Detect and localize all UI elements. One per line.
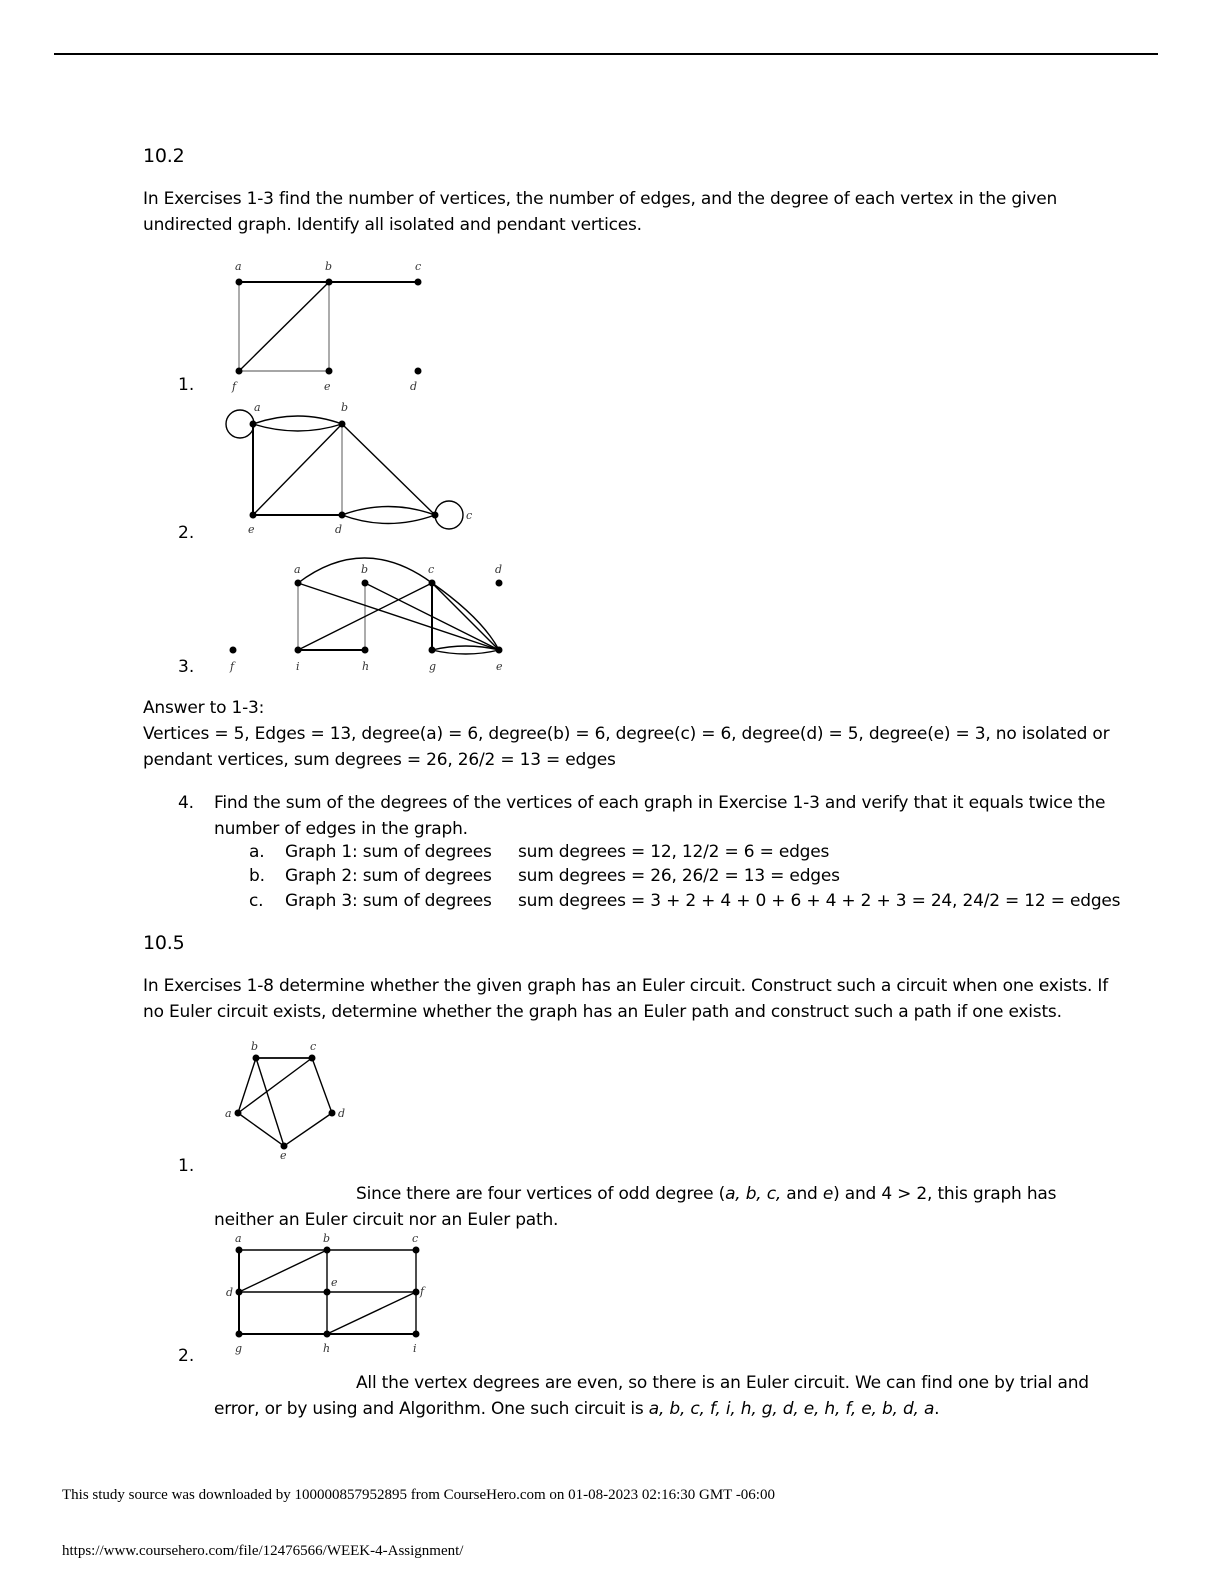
section1-intro-line1: In Exercises 1-3 find the number of vertices, the number of edges, and the degree of each vertex in the given	[143, 189, 1058, 209]
graph-2-figure	[220, 398, 490, 538]
q4b-label: Graph 2: sum of degrees	[285, 866, 492, 886]
euler2-label-b: b	[323, 1232, 331, 1245]
top-rule	[54, 53, 1158, 55]
euler1-label-a: a	[225, 1107, 232, 1120]
graph3-label-g: g	[429, 660, 437, 673]
section2-intro-line1: In Exercises 1-8 determine whether the given graph has an Euler circuit. Construct such a circuit when one exists. If	[143, 976, 1109, 996]
euler2-label-g: g	[235, 1342, 243, 1355]
graph3-label-a: a	[294, 563, 301, 576]
graph3-label-d: d	[495, 563, 503, 576]
answer-line2: pendant vertices, sum degrees = 26, 26/2 = 13 = edges	[143, 750, 616, 770]
graph3-label-e: e	[496, 660, 503, 673]
footer-source-url[interactable]: https://www.coursehero.com/file/12476566/WEEK-4-Assignment/	[62, 1543, 464, 1559]
graph2-label-c: c	[466, 509, 473, 522]
graph2-label-e: e	[248, 523, 255, 536]
euler2-label-c: c	[412, 1232, 419, 1245]
q4a-value: sum degrees = 12, 12/2 = 6 = edges	[518, 842, 830, 862]
q4b-value: sum degrees = 26, 26/2 = 13 = edges	[518, 866, 840, 886]
answer-title: Answer to 1-3:	[143, 698, 265, 718]
euler2-label-e: e	[331, 1276, 338, 1289]
q4c-letter: c.	[249, 891, 264, 911]
graph3-label-h: h	[362, 660, 370, 673]
euler-graph-2-figure	[220, 1230, 440, 1355]
q4c-label: Graph 3: sum of degrees	[285, 891, 492, 911]
graph1-label-a: a	[235, 260, 242, 273]
graph1-label-b: b	[325, 260, 333, 273]
euler1-answer-line2: neither an Euler circuit nor an Euler path.	[214, 1210, 559, 1230]
q4b-letter: b.	[249, 866, 265, 886]
q4-line1: Find the sum of the degrees of the vertices of each graph in Exercise 1-3 and verify that it equals twice the	[214, 793, 1106, 813]
section2-intro-line2: no Euler circuit exists, determine whether the graph has an Euler path and construct such a path if one exists.	[143, 1002, 1062, 1022]
euler2-answer-line2: error, or by using and Algorithm. One such circuit is a, b, c, f, i, h, g, d, e, h, f, e, b, d, a.	[214, 1399, 940, 1419]
graph1-label-f: f	[232, 380, 237, 393]
item-number-2: 2.	[178, 523, 195, 543]
q4c-value: sum degrees = 3 + 2 + 4 + 0 + 6 + 4 + 2 + 3 = 24, 24/2 = 12 = edges	[518, 891, 1121, 911]
euler2-label-a: a	[235, 1232, 242, 1245]
graph3-label-b: b	[361, 563, 369, 576]
euler-item-number-1: 1.	[178, 1156, 195, 1176]
graph3-label-c: c	[428, 563, 435, 576]
euler-graph-1-figure	[218, 1038, 358, 1163]
euler1-label-c: c	[310, 1040, 317, 1053]
euler1-label-b: b	[251, 1040, 259, 1053]
graph1-label-e: e	[324, 380, 331, 393]
item-number-3: 3.	[178, 657, 195, 677]
graph2-label-b: b	[341, 401, 349, 414]
euler2-label-f: f	[420, 1285, 425, 1298]
graph3-label-f: f	[230, 660, 235, 673]
graph2-label-d: d	[335, 523, 343, 536]
graph3-label-i: i	[296, 660, 300, 673]
footer-download-notice: This study source was downloaded by 100000857952895 from CourseHero.com on 01-08-2023 02:16:30 GMT -06:00	[62, 1487, 775, 1503]
euler1-label-d: d	[338, 1107, 346, 1120]
euler1-answer-line1: Since there are four vertices of odd degree (a, b, c, and e) and 4 > 2, this graph has	[356, 1184, 1057, 1204]
item-number-1: 1.	[178, 375, 195, 395]
graph-1-figure	[220, 255, 440, 400]
section-heading-10-2: 10.2	[143, 145, 185, 167]
euler-item-number-2: 2.	[178, 1346, 195, 1366]
graph1-label-d: d	[410, 380, 418, 393]
graph1-label-c: c	[415, 260, 422, 273]
section1-intro-line2: undirected graph. Identify all isolated and pendant vertices.	[143, 215, 642, 235]
graph-3-figure	[220, 548, 520, 678]
answer-line1: Vertices = 5, Edges = 13, degree(a) = 6, degree(b) = 6, degree(c) = 6, degree(d) = 5, degree(e) = 3, no isolated or	[143, 724, 1110, 744]
section-heading-10-5: 10.5	[143, 932, 185, 954]
euler2-label-h: h	[323, 1342, 331, 1355]
euler2-label-d: d	[226, 1286, 234, 1299]
q4a-label: Graph 1: sum of degrees	[285, 842, 492, 862]
q4a-letter: a.	[249, 842, 265, 862]
euler1-label-e: e	[280, 1149, 287, 1162]
q4-number: 4.	[178, 793, 194, 813]
q4-line2: number of edges in the graph.	[214, 819, 468, 839]
graph2-label-a: a	[254, 401, 261, 414]
euler2-label-i: i	[413, 1342, 417, 1355]
euler2-answer-line1: All the vertex degrees are even, so there is an Euler circuit. We can find one by trial and	[356, 1373, 1089, 1393]
